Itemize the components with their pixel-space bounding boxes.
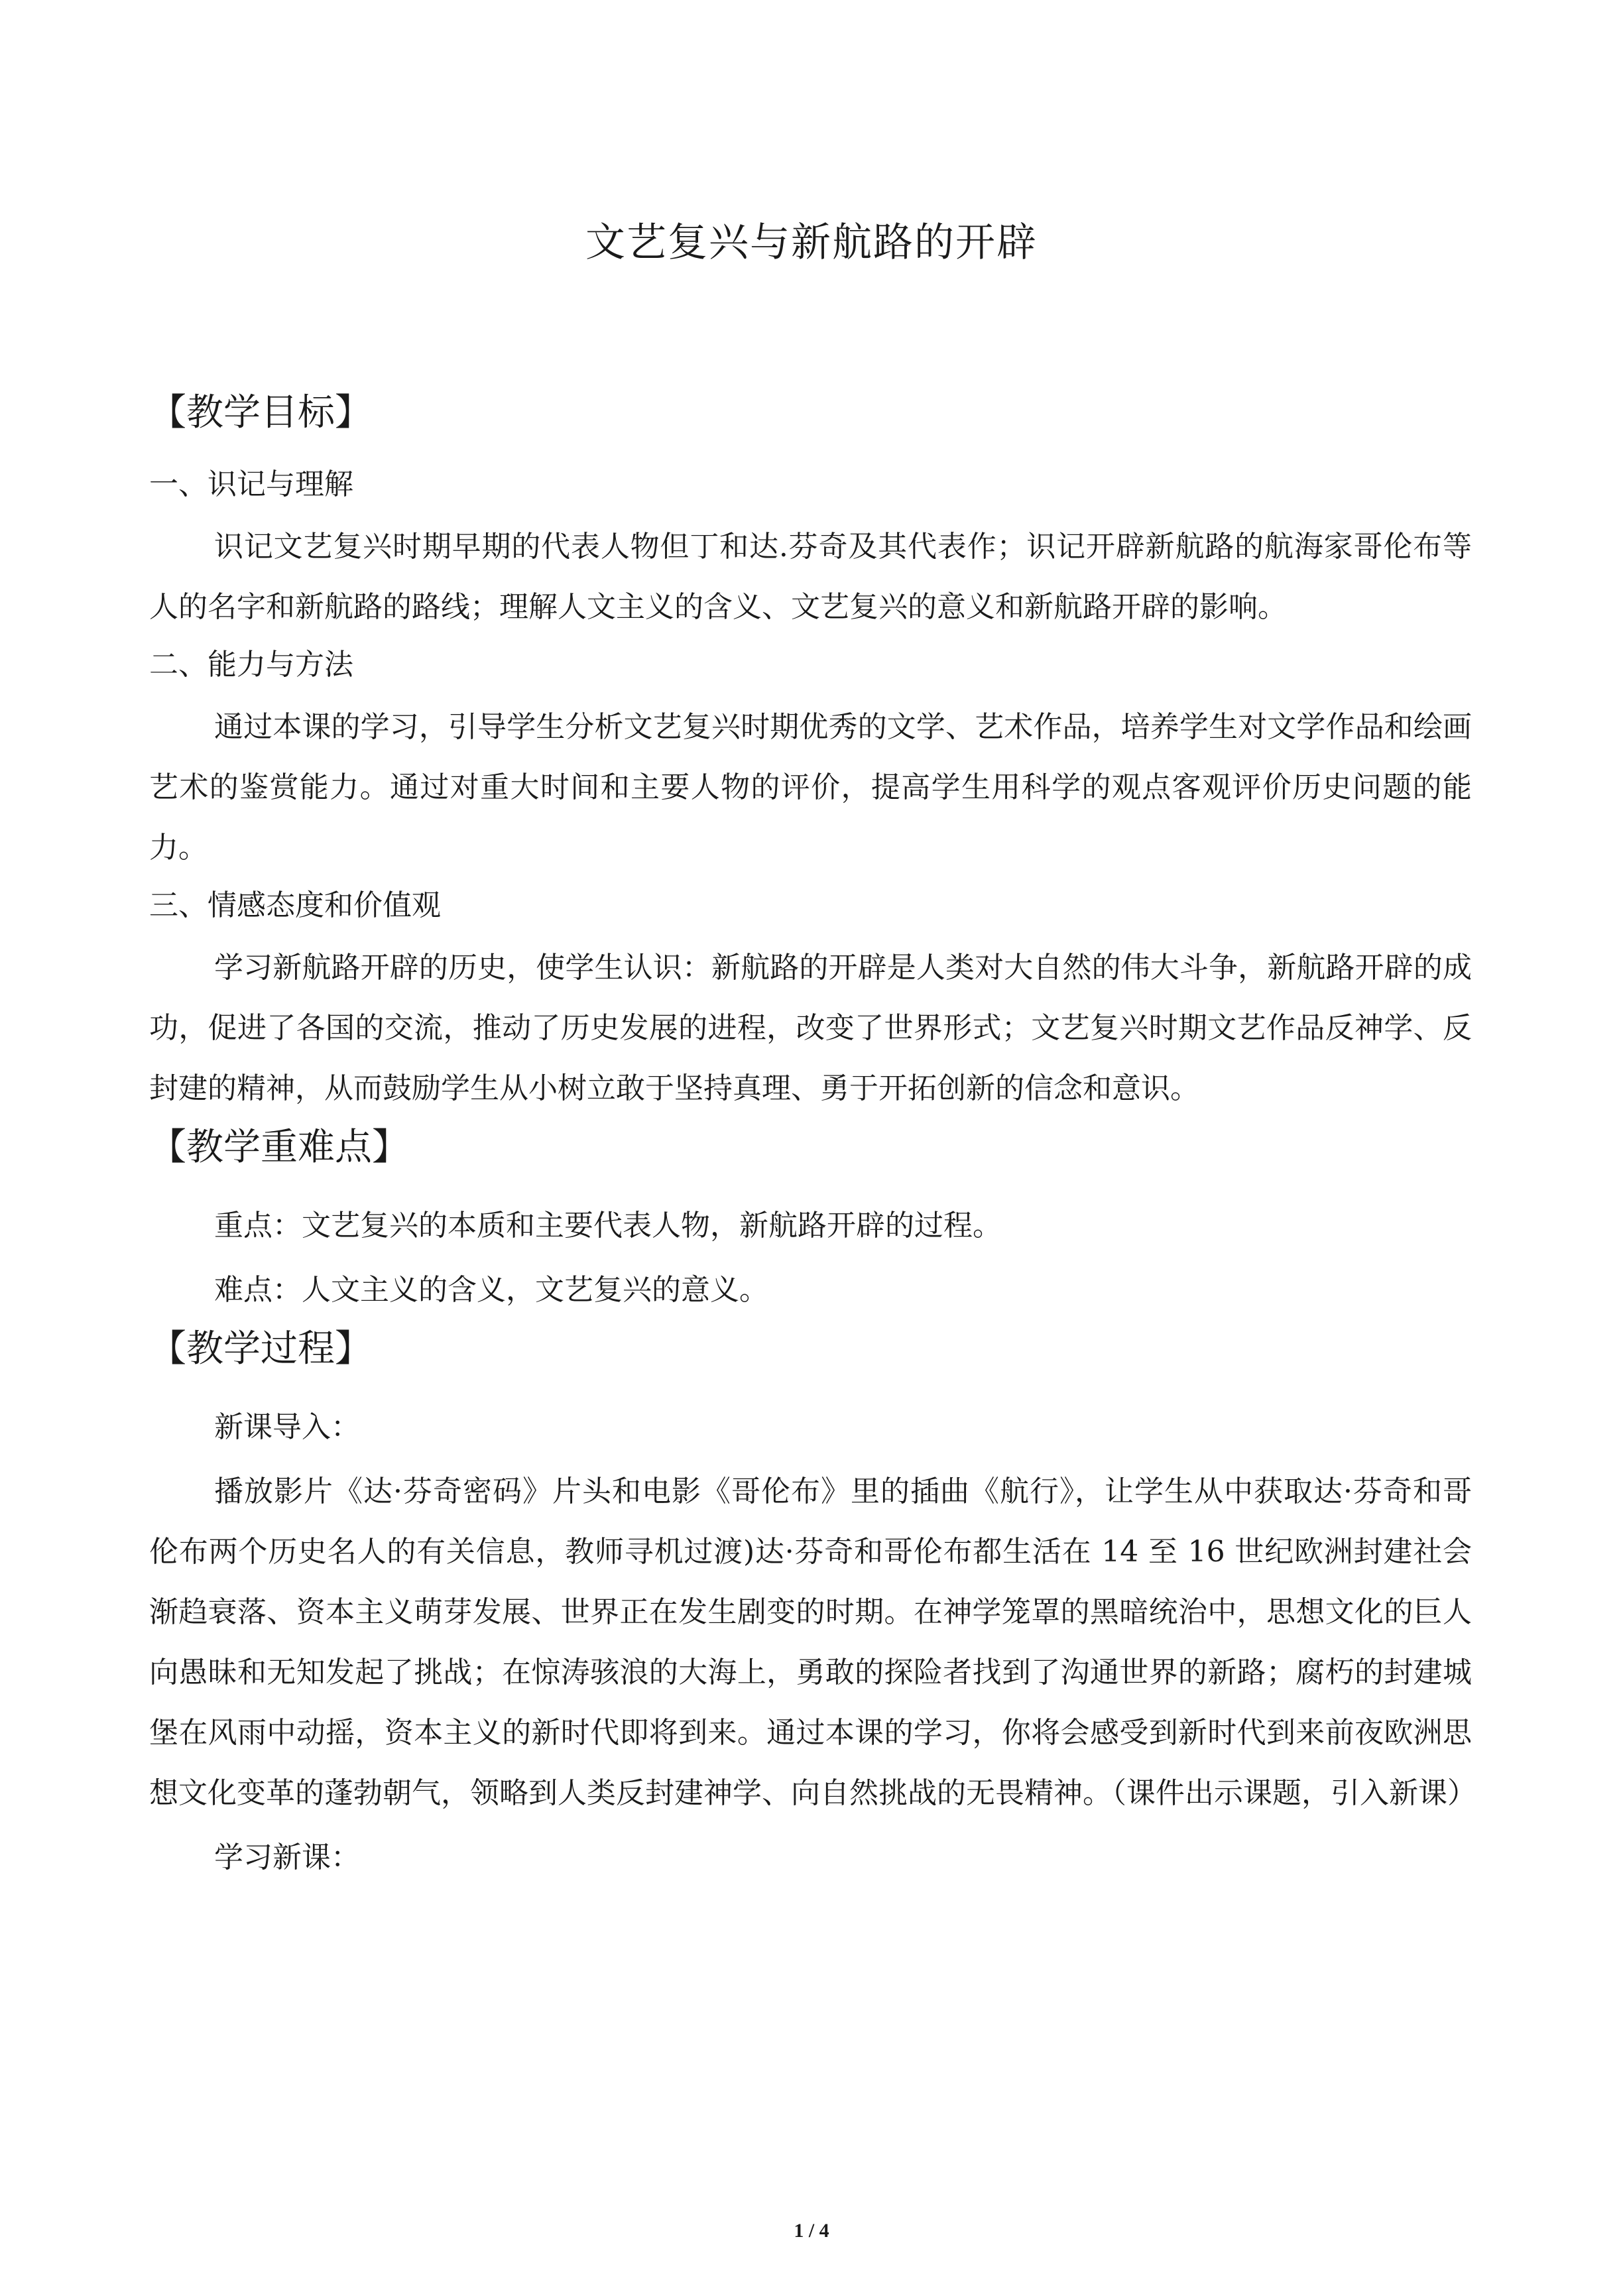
paragraph-recall: 识记文艺复兴时期早期的代表人物但丁和达.芬奇及其代表作；识记开辟新航路的航海家哥伦布等人的名字和新航路的路线；理解人文主义的含义、文艺复兴的意义和新航路开辟的影响。 — [149, 530, 1472, 624]
document-title: 文艺复兴与新航路的开辟 — [585, 219, 1038, 266]
new-lesson-label: 学习新课： — [214, 1841, 360, 1874]
paragraph-values: 学习新航路开辟的历史，使学生认识：新航路的开辟是人类对大自然的伟大斗争，新航路开辟的成功，促进了各国的交流，推动了历史发展的进程，改变了世界形式；文艺复兴时期文艺作品反神学、反封建的精神，从而鼓励学生从小树立敢于坚持真理、勇于开拓创新的信念和意识。 — [149, 951, 1472, 1105]
subheading-ability: 二、能力与方法 — [149, 648, 353, 682]
subheading-values: 三、情感态度和价值观 — [149, 888, 441, 922]
page-number: 1 / 4 — [794, 2220, 829, 2242]
section-heading-key-points: 【教学重难点】 — [149, 1126, 409, 1169]
key-point-text: 重点：文艺复兴的本质和主要代表人物，新航路开辟的过程。 — [214, 1209, 1002, 1242]
subheading-recall: 一、识记与理解 — [149, 467, 353, 501]
difficult-point-text: 难点：人文主义的含义，文艺复兴的意义。 — [214, 1273, 768, 1307]
paragraph-intro: 播放影片《达·芬奇密码》片头和电影《哥伦布》里的插曲《航行》，让学生从中获取达·芬奇和哥伦布两个历史名人的有关信息，教师寻机过渡)达·芬奇和哥伦布都生活在 14 至 16 世纪欧洲封建社会渐趋衰落、资本主义萌芽发展、世界正在发生剧变的时期。在神学笼罩的黑暗统治中，思想文化的巨人向愚昧和无知发起了挑战；在惊涛骇浪的大海上，勇敢的探险者找到了沟通世界的新路；腐朽的封建城堡在风雨中动摇，资本主义的新时代即将到来。通过本课的学习，你将会感受到新时代到来前夜欧洲思想文化变革的蓬勃朝气，领略到人类反封建神学、向自然挑战的无畏精神。（课件出示课题，引入新课） — [149, 1475, 1476, 1810]
intro-label: 新课导入： — [214, 1410, 360, 1444]
paragraph-ability: 通过本课的学习，引导学生分析文艺复兴时期优秀的文学、艺术作品，培养学生对文学作品和绘画艺术的鉴赏能力。通过对重大时间和主要人物的评价，提高学生用科学的观点客观评价历史问题的能力。 — [149, 710, 1472, 865]
document-body — [149, 388, 1476, 1892]
section-heading-process: 【教学过程】 — [149, 1327, 372, 1370]
section-heading-goals: 【教学目标】 — [149, 391, 372, 434]
